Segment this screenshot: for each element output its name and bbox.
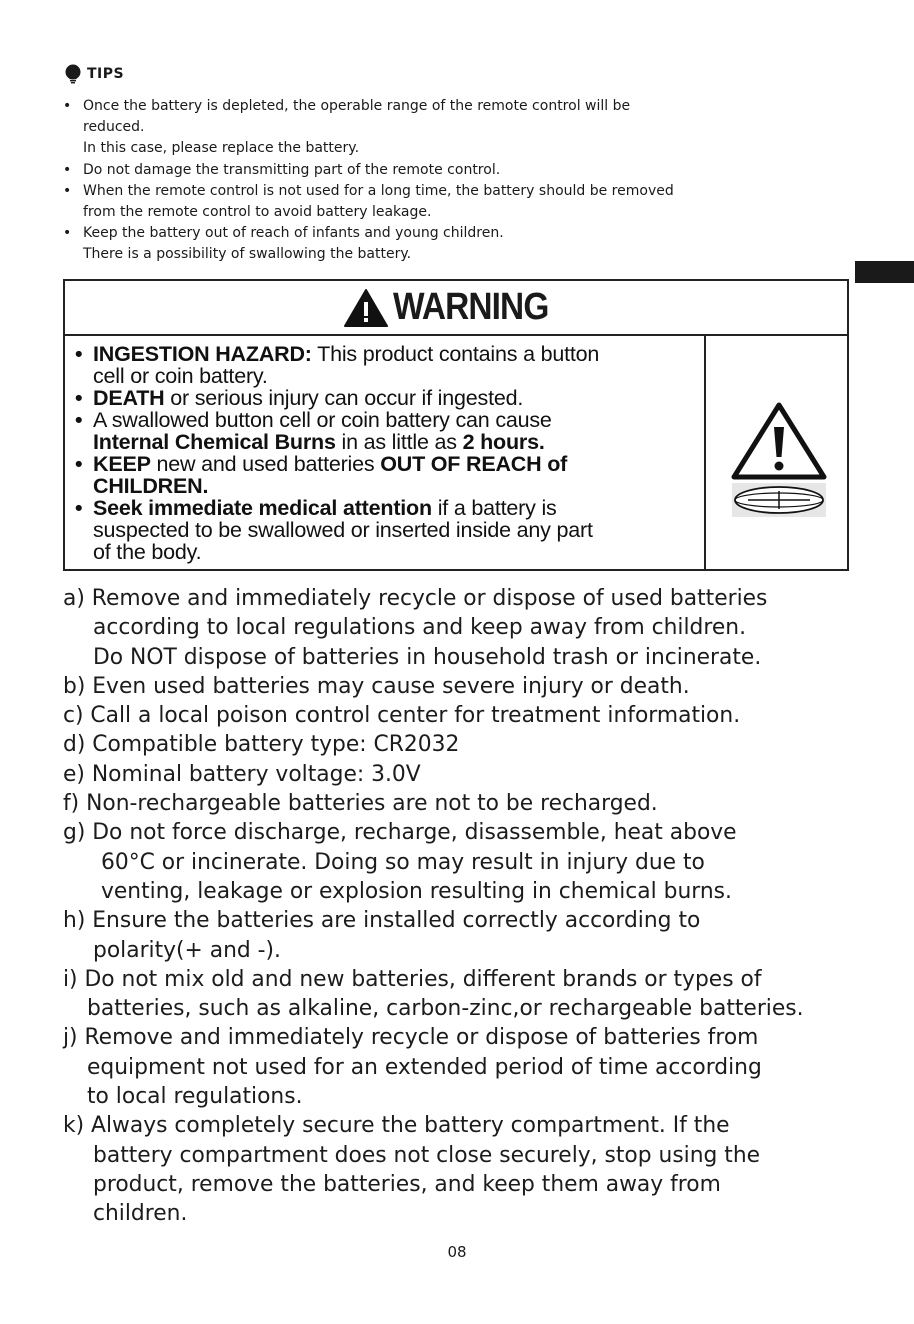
warning-list [73,343,698,563]
warning-emphasis: INGESTION HAZARD: [93,342,312,366]
instruction-line: b) Even used batteries may cause severe injury or death. [63,673,690,699]
instruction-line: f) Non-rechargeable batteries are not to be recharged. [63,791,658,817]
instruction-line: g) Do not force discharge, recharge, disassemble, heat above [63,820,737,846]
warning-line: of the body. [93,540,202,564]
instruction-line: batteries, such as alkaline, carbon-zinc,or rechargeable batteries. [87,996,804,1022]
warning-text: if a battery is [431,496,557,520]
warning-emphasis: DEATH [93,386,165,410]
instruction-item [63,789,883,818]
warning-emphasis: 2 hours. [462,430,545,454]
warning-text: This product contains a button [311,342,600,366]
tips-line: • Do not damage the transmitting part of the remote control. [83,161,501,178]
instruction-item [63,730,883,759]
instruction-item [63,906,883,965]
warning-line [93,453,698,475]
instruction-item [63,760,883,789]
warning-emphasis: Seek immediate medical attention [93,496,432,520]
warning-line [93,387,698,409]
warning-text: in as little as [335,430,463,454]
tips-line: • Keep the battery out of reach of infants and young children. [83,225,504,242]
tips-line: reduced. [83,119,145,136]
instruction-line: j) Remove and immediately recycle or dispose of batteries from [63,1025,759,1051]
instruction-item [63,818,883,906]
tips-line: • When the remote control is not used for a long time, the battery should be removed [83,182,674,199]
lightbulb-icon [63,64,83,84]
warning-line [93,475,698,497]
instruction-line: children. [93,1201,188,1227]
warning-line [93,497,698,519]
warning-line [93,431,698,453]
warning-item [73,387,698,409]
instruction-line: d) Compatible battery type: CR2032 [63,732,460,758]
warning-title: WARNING [392,286,549,328]
warning-divider [704,334,706,569]
instruction-item [63,672,883,701]
tips-item [63,160,853,181]
tips-list [63,96,853,266]
coin-battery-hazard-icon [730,401,828,519]
tips-line: from the remote control to avoid battery leakage. [83,204,432,221]
instruction-line: to local regulations. [87,1084,303,1110]
instruction-line: equipment not used for an extended period of time according [87,1054,762,1080]
warning-item [73,453,698,497]
tips-item [63,223,853,265]
battery-instructions-list [63,584,883,1229]
instruction-line: a) Remove and immediately recycle or dispose of used batteries [63,586,768,611]
tips-item [63,181,853,223]
warning-text: or serious injury can occur if ingested. [164,386,524,410]
warning-emphasis: OUT OF REACH of [380,452,568,476]
warning-text: new and used batteries [150,452,381,476]
instruction-line: battery compartment does not close securely, stop using the [93,1142,761,1168]
warning-line: suspected to be swallowed or inserted inside any part [93,518,593,542]
instruction-line: c) Call a local poison control center for treatment information. [63,703,741,729]
warning-box [63,279,849,571]
instruction-item [63,1111,883,1228]
warning-header [65,281,847,336]
instruction-line: venting, leakage or explosion resulting in chemical burns. [101,878,732,904]
instruction-item [63,965,883,1024]
warning-triangle-icon [343,288,389,328]
tips-line: • Once the battery is depleted, the operable range of the remote control will be [83,98,631,114]
warning-item [73,409,698,453]
instruction-line: h) Ensure the batteries are installed correctly according to [63,908,701,934]
instruction-line: k) Always completely secure the battery compartment. If the [63,1113,730,1139]
instruction-line: e) Nominal battery voltage: 3.0V [63,761,421,787]
warning-emphasis: KEEP [93,452,151,476]
tips-line: In this case, please replace the battery. [83,140,360,157]
warning-item [73,343,698,387]
section-tab-marker [855,261,914,283]
warning-line [93,343,698,365]
warning-line: • A swallowed button cell or coin battery can cause [93,408,552,432]
instruction-line: polarity(+ and -). [93,937,281,963]
warning-emphasis: CHILDREN. [93,474,209,498]
page-number: 08 [447,1243,467,1261]
instruction-item [63,584,883,672]
instruction-line: i) Do not mix old and new batteries, different brands or types of [63,966,762,992]
warning-item [73,497,698,563]
instruction-line: Do NOT dispose of batteries in household trash or incinerate. [93,644,762,670]
instruction-item [63,1023,883,1111]
instruction-line: 60°C or incinerate. Doing so may result in injury due to [101,849,705,875]
instruction-item [63,701,883,730]
instruction-line: according to local regulations and keep away from children. [93,615,747,641]
tips-item [63,96,853,160]
tips-title: TIPS [87,66,125,82]
tips-line: There is a possibility of swallowing the battery. [83,246,412,263]
warning-line: cell or coin battery. [93,364,268,388]
instruction-line: product, remove the batteries, and keep them away from [93,1171,721,1197]
tips-header [63,64,124,84]
warning-emphasis: Internal Chemical Burns [93,430,336,454]
